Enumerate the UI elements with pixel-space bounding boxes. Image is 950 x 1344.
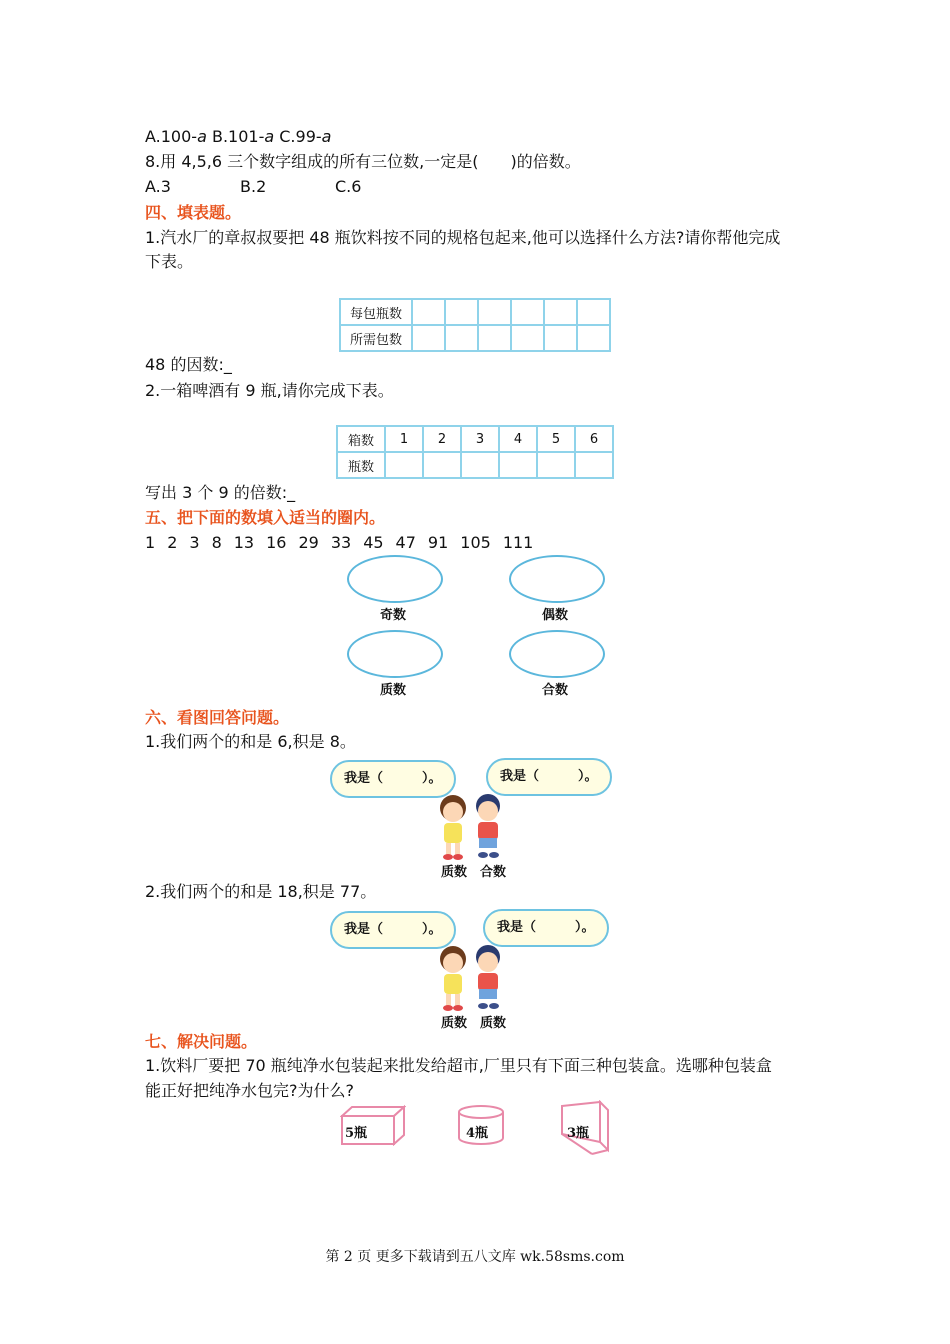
- q7-option-a-var: a: [197, 127, 207, 146]
- multiples-of-9: 写出 3 个 9 的倍数:_: [145, 483, 296, 502]
- page-footer: 第 2 页 更多下载请到五八文库 wk.58sms.com: [325, 1249, 625, 1265]
- q8-option-a: A.3: [145, 177, 171, 196]
- section4-title: 四、填表题。: [145, 203, 242, 222]
- beer-cell[interactable]: [499, 452, 537, 478]
- section4-q1-line2: 下表。: [145, 252, 194, 271]
- section4-q2: 2.一箱啤酒有 9 瓶,请你完成下表。: [145, 381, 394, 400]
- packing-cell[interactable]: [478, 325, 511, 351]
- packing-cell[interactable]: [544, 299, 577, 325]
- beer-col: 3: [461, 426, 499, 452]
- packing-cell[interactable]: [511, 325, 544, 351]
- beer-table: [336, 425, 614, 479]
- q7-option-b: B.101-: [211, 127, 265, 146]
- box-label-4: 4瓶: [466, 1126, 489, 1141]
- q8-option-b: B.2: [240, 177, 267, 196]
- number-list: [145, 533, 545, 553]
- number-item: 16: [266, 533, 287, 552]
- q2-speech-bubble-left: 我是（ ）。: [330, 911, 456, 949]
- number-item: 111: [502, 533, 534, 552]
- beer-col: 6: [575, 426, 613, 452]
- q7-option-b-var: a: [264, 127, 275, 146]
- section6-q1: 1.我们两个的和是 6,积是 8。: [145, 732, 356, 751]
- section7-q1-line1: 1.饮料厂要把 70 瓶纯净水包装起来批发给超市,厂里只有下面三种包装盒。选哪种包装盒: [145, 1056, 772, 1075]
- packing-row1-label: 每包瓶数: [340, 299, 412, 325]
- box-label-3: 3瓶: [567, 1126, 590, 1141]
- number-item: 47: [395, 533, 416, 552]
- number-item: 13: [233, 533, 255, 552]
- number-item: 8: [211, 533, 222, 552]
- beer-cell[interactable]: [537, 452, 575, 478]
- beer-col: 2: [423, 426, 461, 452]
- packing-cell[interactable]: [412, 299, 445, 325]
- packing-row2-label: 所需包数: [340, 325, 412, 351]
- q1-kid-label-right: 合数: [480, 865, 507, 880]
- q1-speech-bubble-right: 我是（ ）。: [486, 758, 612, 796]
- beer-cell[interactable]: [461, 452, 499, 478]
- boy-figure: [476, 945, 500, 1009]
- kids-illustration-1: [428, 790, 518, 862]
- beer-cell[interactable]: [385, 452, 423, 478]
- section4-q1-line1: 1.汽水厂的章叔叔要把 48 瓶饮料按不同的规格包起来,他可以选择什么方法?请你帮他完成: [145, 228, 781, 247]
- box-label-5: 5瓶: [345, 1126, 368, 1141]
- number-item: 3: [189, 533, 200, 552]
- q7-option-a: A.100-: [145, 127, 198, 146]
- number-item: 105: [460, 533, 491, 552]
- q2-kid-label-left: 质数: [441, 1016, 468, 1031]
- q2-speech-bubble-right: 我是（ ）。: [483, 909, 609, 947]
- packing-cell[interactable]: [478, 299, 511, 325]
- prime-circle[interactable]: [347, 630, 443, 678]
- prime-label: 质数: [380, 683, 407, 698]
- packing-cell[interactable]: [544, 325, 577, 351]
- even-circle[interactable]: [509, 555, 605, 603]
- number-item: 1: [145, 533, 156, 552]
- packing-cell[interactable]: [577, 299, 610, 325]
- packing-cell[interactable]: [577, 325, 610, 351]
- number-item: 91: [427, 533, 449, 552]
- beer-col: 4: [499, 426, 537, 452]
- q1-speech-bubble-left: 我是（ ）。: [330, 760, 456, 798]
- packing-cell[interactable]: [511, 299, 544, 325]
- kids-illustration-2: [428, 941, 518, 1013]
- girl-figure: [440, 946, 466, 1011]
- boy-figure: [476, 794, 500, 858]
- odd-circle[interactable]: [347, 555, 443, 603]
- number-item: 2: [167, 533, 178, 552]
- beer-cell[interactable]: [423, 452, 461, 478]
- q7-option-c: C.99-: [279, 127, 322, 146]
- packing-table: [339, 298, 611, 352]
- beer-cell[interactable]: [575, 452, 613, 478]
- q2-kid-label-right: 质数: [480, 1016, 507, 1031]
- q1-kid-label-left: 质数: [441, 865, 468, 880]
- packing-cell[interactable]: [445, 325, 478, 351]
- composite-circle[interactable]: [509, 630, 605, 678]
- factors-of-48: 48 的因数:_: [145, 355, 232, 374]
- composite-label: 合数: [542, 683, 569, 698]
- packing-cell[interactable]: [445, 299, 478, 325]
- odd-label: 奇数: [380, 608, 407, 623]
- q7-option-c-var: a: [321, 127, 332, 146]
- girl-figure: [440, 795, 466, 860]
- beer-col: 5: [537, 426, 575, 452]
- section7-title: 七、解决问题。: [145, 1032, 258, 1051]
- section5-title: 五、把下面的数填入适当的圈内。: [145, 508, 386, 527]
- number-item: 45: [363, 533, 384, 552]
- even-label: 偶数: [542, 608, 569, 623]
- section6-title: 六、看图回答问题。: [145, 708, 290, 727]
- beer-row2-label: 瓶数: [337, 452, 385, 478]
- beer-col: 1: [385, 426, 423, 452]
- q8-stem: 8.用 4,5,6 三个数字组成的所有三位数,一定是( )的倍数。: [145, 152, 581, 171]
- section7-q1-line2: 能正好把纯净水包完?为什么?: [145, 1081, 354, 1100]
- number-item: 29: [298, 533, 319, 552]
- packing-cell[interactable]: [412, 325, 445, 351]
- q8-options: [145, 177, 361, 197]
- beer-row1-label: 箱数: [337, 426, 385, 452]
- number-item: 33: [330, 533, 352, 552]
- q8-option-c: C.6: [335, 177, 362, 196]
- q7-options: [145, 127, 331, 147]
- section6-q2: 2.我们两个的和是 18,积是 77。: [145, 882, 377, 901]
